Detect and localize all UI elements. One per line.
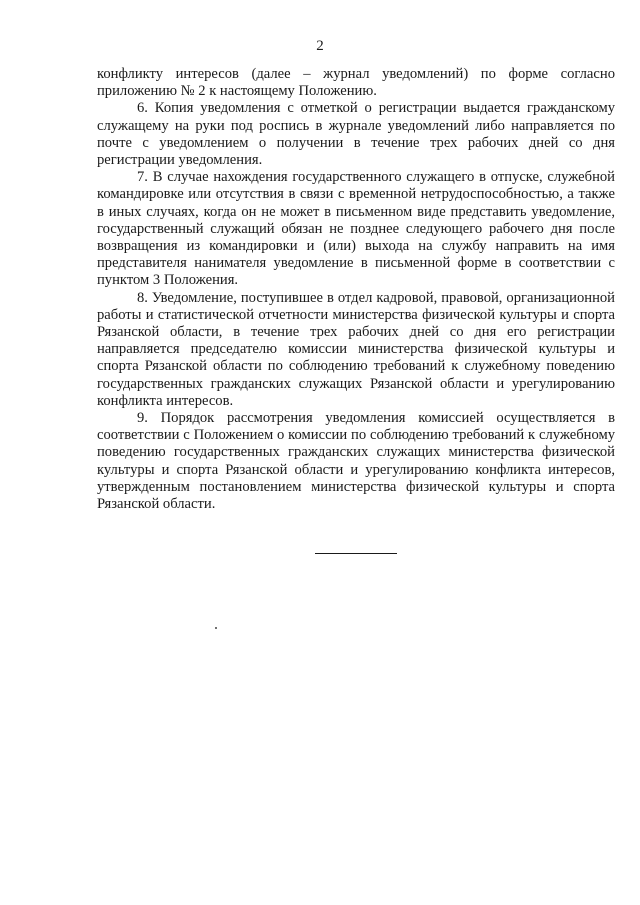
scan-speck — [215, 627, 217, 629]
paragraph-7: 7. В случае нахождения государственного служащего в отпуске, служебной командировке или отсутствия в связи с временной нетрудоспособностью, а также в иных случаях, когда он не может в письменном виде представить уведомление, государственный служащий обязан не позднее следующего рабочего дня после возвращения из командировки и (или) выхода на службу направить на имя представителя нанимателя уведомление в письменной форме в соответствии с пунктом 3 Положения. — [97, 169, 615, 289]
paragraph-8: 8. Уведомление, поступившее в отдел кадровой, правовой, организационной работы и статистической отчетности министерства физической культуры и спорта Рязанской области, в течение трех рабочих дней со дня его регистрации направляется председателю комиссии министерства физической культуры и спорта Рязанской области по соблюдению требований к служебному поведению государственных гражданских служащих Рязанской области и урегулированию конфликта интересов. — [97, 289, 615, 409]
paragraph-continuation: конфликту интересов (далее – журнал уведомлений) по форме согласно приложению № 2 к настоящему Положению. — [97, 66, 615, 100]
paragraph-6: 6. Копия уведомления с отметкой о регистрации выдается гражданскому служащему на руки под роспись в журнале уведомлений либо направляется по почте с уведомлением о получении в течение трех рабочих дней со дня регистрации уведомления. — [97, 100, 615, 169]
page-number: 2 — [316, 38, 324, 54]
paragraph-9: 9. Порядок рассмотрения уведомления комиссией осуществляется в соответствии с Положением о комиссии по соблюдению требований к служебному поведению государственных гражданских служащих министерства физической культуры и спорта Рязанской области и урегулированию конфликта интересов, утвержденным постановлением министерства физической культуры и спорта Рязанской области. — [97, 410, 615, 513]
document-body — [97, 66, 615, 513]
closing-divider-line — [315, 553, 397, 554]
